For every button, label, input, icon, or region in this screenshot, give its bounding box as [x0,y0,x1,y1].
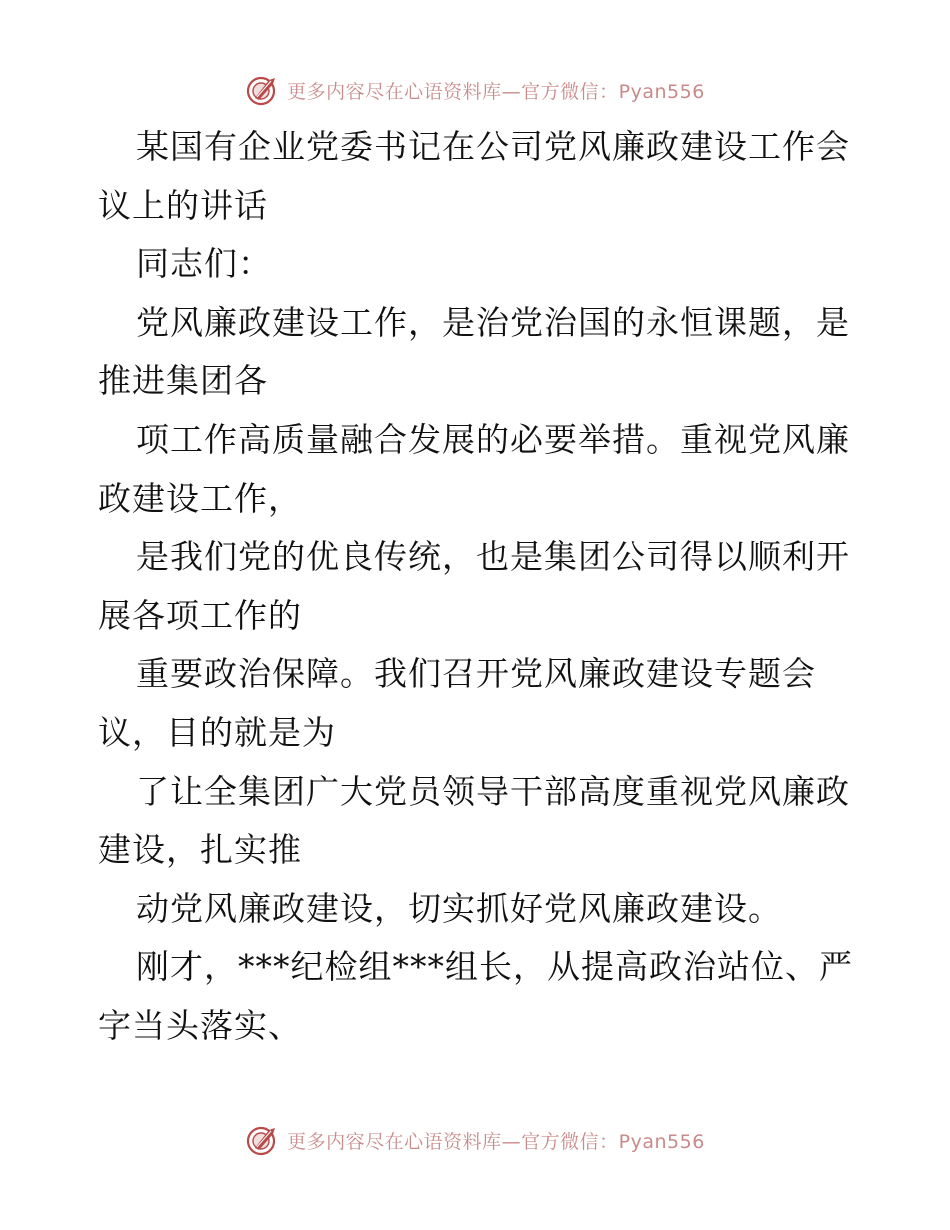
paragraph-line: 议，目的就是为 [98,712,336,752]
header-banner-text: 更多内容尽在心语资料库—官方微信：Pyan556 [287,80,705,103]
pen-nib-circle-icon [245,1122,281,1158]
paragraph-line: 刚才，***纪检组***组长，从提高政治站位、严 [136,947,853,987]
footer-banner [0,1120,950,1160]
paragraph-line: 重要政治保障。我们召开党风廉政建设专题会 [136,654,816,694]
document-title-line: 议上的讲话 [98,185,268,225]
pen-nib-circle-icon [245,72,281,108]
paragraph-line: 是我们党的优良传统，也是集团公司得以顺利开 [136,537,850,577]
paragraph-line: 字当头落实、 [98,1005,302,1045]
paragraph-line: 推进集团各 [98,361,268,401]
paragraph-line: 政建设工作， [98,478,302,518]
document-body [98,118,858,1056]
header-banner [0,70,950,110]
paragraph-line: 展各项工作的 [98,595,302,635]
document-title-line: 某国有企业党委书记在公司党风廉政建设工作会 [136,127,850,166]
paragraph-line: 项工作高质量融合发展的必要举措。重视党风廉 [136,419,850,459]
paragraph-line: 了让全集团广大党员领导干部高度重视党风廉政 [136,771,850,811]
footer-banner-text: 更多内容尽在心语资料库—官方微信：Pyan556 [287,1130,705,1153]
paragraph-line: 同志们： [136,244,272,284]
paragraph-line: 建设，扎实推 [98,830,302,870]
paragraph-line: 党风廉政建设工作，是治党治国的永恒课题，是 [136,302,850,342]
paragraph-line: 动党风廉政建设，切实抓好党风廉政建设。 [136,888,782,928]
